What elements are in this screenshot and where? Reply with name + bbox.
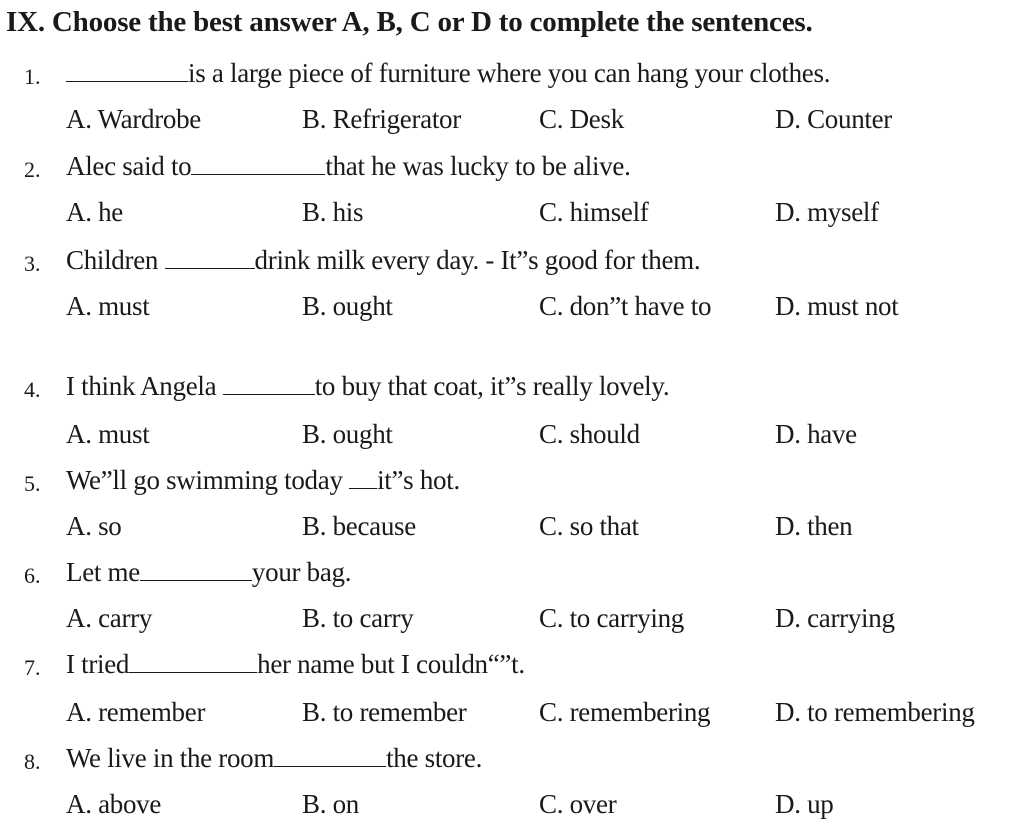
- option-c: C. to carrying: [539, 603, 685, 633]
- question-number: 5.: [24, 471, 41, 496]
- question-text-after-blank: it”s hot.: [377, 465, 460, 495]
- question-8: [0, 743, 1024, 783]
- question-text-before-blank: We”ll go swimming today: [66, 465, 350, 495]
- question-text: [66, 245, 700, 276]
- question-text: [66, 557, 351, 588]
- answer-blank: [129, 650, 257, 673]
- option-c: C. so that: [539, 511, 639, 541]
- question-text-after-blank: her name but I couldn“”t.: [257, 649, 525, 679]
- option-d: D. to remembering: [775, 697, 975, 727]
- question-7: [0, 649, 1024, 689]
- question-text-after-blank: your bag.: [251, 557, 352, 587]
- option-a: A. carry: [66, 603, 153, 633]
- question-text: [66, 58, 830, 89]
- option-c: C. over: [539, 789, 617, 819]
- answer-blank: [223, 372, 315, 395]
- option-a: A. Wardrobe: [66, 104, 201, 134]
- answer-blank: [349, 466, 377, 489]
- question-text-before-blank: I think Angela: [66, 371, 223, 401]
- option-d: D. carrying: [775, 603, 895, 633]
- question-text-after-blank: is a large piece of furniture where you can hang your clothes.: [188, 58, 831, 88]
- option-a: A. remember: [66, 697, 206, 727]
- question-text-before-blank: Alec said to: [66, 151, 192, 181]
- option-d: D. myself: [775, 197, 879, 227]
- option-d: D. then: [775, 511, 853, 541]
- option-d: D. must not: [775, 291, 899, 321]
- option-b: B. because: [302, 511, 416, 541]
- question-number: 8.: [24, 749, 41, 774]
- question-text: [66, 743, 482, 774]
- question-text-after-blank: the store.: [386, 743, 483, 773]
- option-c: C. himself: [539, 197, 649, 227]
- question-6: [0, 557, 1024, 597]
- answer-blank: [191, 152, 325, 175]
- question-text-before-blank: I tried: [66, 649, 130, 679]
- option-b: B. Refrigerator: [302, 104, 461, 134]
- question-4: [0, 371, 1024, 411]
- option-b: B. on: [302, 789, 360, 819]
- question-text-after-blank: to buy that coat, it”s really lovely.: [314, 371, 670, 401]
- question-text-after-blank: that he was lucky to be alive.: [325, 151, 631, 181]
- answer-blank: [165, 246, 255, 269]
- question-2: [0, 151, 1024, 191]
- option-b: B. his: [302, 197, 364, 227]
- question-number: 3.: [24, 251, 41, 276]
- question-text: [66, 151, 631, 182]
- question-text: [66, 371, 669, 402]
- option-a: A. so: [66, 511, 122, 541]
- question-3: [0, 245, 1024, 285]
- answer-blank: [140, 558, 252, 581]
- answer-blank: [66, 59, 188, 82]
- option-b: B. to remember: [302, 697, 467, 727]
- option-c: C. remembering: [539, 697, 711, 727]
- option-a: A. he: [66, 197, 123, 227]
- option-d: D. have: [775, 419, 857, 449]
- option-b: B. to carry: [302, 603, 414, 633]
- question-number: 4.: [24, 377, 41, 402]
- option-b: B. ought: [302, 419, 393, 449]
- option-a: A. above: [66, 789, 162, 819]
- option-c: C. don”t have to: [539, 291, 712, 321]
- option-a: A. must: [66, 419, 150, 449]
- option-a: A. must: [66, 291, 150, 321]
- option-b: B. ought: [302, 291, 393, 321]
- option-c: C. Desk: [539, 104, 624, 134]
- question-text-before-blank: Let me: [66, 557, 140, 587]
- question-text-before-blank: We live in the room: [66, 743, 275, 773]
- option-d: D. up: [775, 789, 834, 819]
- question-text-after-blank: drink milk every day. - It”s good for them.: [254, 245, 701, 275]
- question-text: [66, 465, 460, 496]
- question-number: 6.: [24, 563, 41, 588]
- question-number: 1.: [24, 64, 41, 89]
- option-c: C. should: [539, 419, 640, 449]
- exercise-heading: IX. Choose the best answer A, B, C or D to complete the sentences.: [6, 6, 813, 38]
- question-number: 7.: [24, 655, 41, 680]
- option-d: D. Counter: [775, 104, 892, 134]
- question-5: [0, 465, 1024, 505]
- answer-blank: [274, 744, 386, 767]
- question-1: [0, 58, 1024, 98]
- question-text-before-blank: Children: [66, 245, 165, 275]
- question-number: 2.: [24, 157, 41, 182]
- question-text: [66, 649, 525, 680]
